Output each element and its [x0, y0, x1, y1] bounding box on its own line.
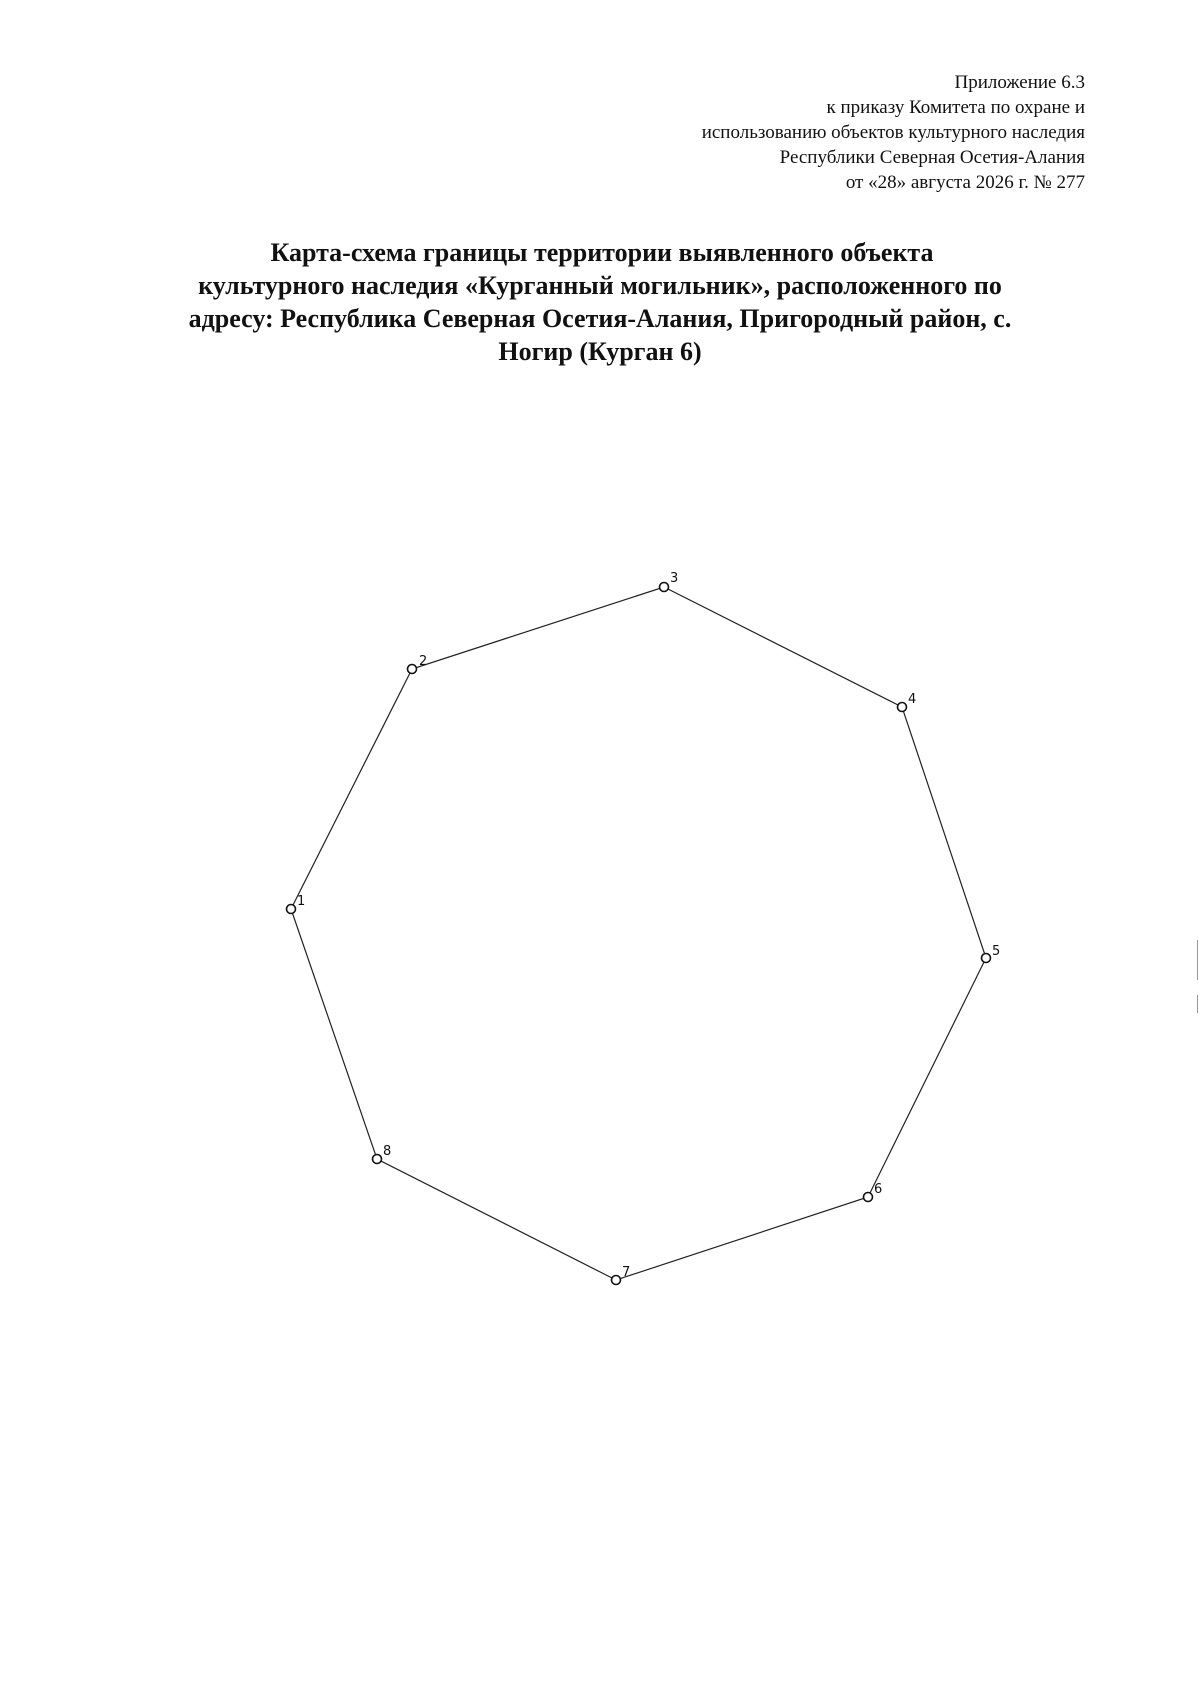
point-label: 7 — [622, 1265, 631, 1280]
boundary-point-4 — [898, 692, 917, 712]
point-marker — [612, 1276, 621, 1285]
point-marker — [898, 703, 907, 712]
boundary-point-6 — [864, 1182, 883, 1202]
appendix-republic-line: Республики Северная Осетия-Алания — [779, 147, 1085, 168]
boundary-point-5 — [982, 944, 1001, 963]
title-line: адресу: Республика Северная Осетия-Алания, Пригородный район, с. — [188, 304, 1012, 333]
point-marker — [287, 905, 296, 914]
boundary-point-1 — [287, 894, 306, 914]
point-marker — [408, 665, 417, 674]
appendix-committee-line: использованию объектов культурного наследия — [701, 122, 1085, 143]
point-label: 6 — [874, 1182, 883, 1197]
boundary-point-3 — [660, 571, 679, 592]
appendix-order-line: к приказу Комитета по охране и — [826, 97, 1085, 118]
point-marker — [660, 583, 669, 592]
point-label: 3 — [670, 571, 679, 586]
point-marker — [373, 1155, 382, 1164]
point-marker — [864, 1193, 873, 1202]
point-label: 1 — [297, 894, 306, 909]
appendix-date-line: от «28» августа 2026 г. № 277 — [845, 172, 1085, 193]
point-label: 2 — [419, 654, 428, 669]
title-line: Карта-схема границы территории выявленного объекта — [270, 238, 934, 267]
appendix-number: Приложение 6.3 — [954, 72, 1085, 93]
point-label: 8 — [383, 1144, 392, 1159]
point-marker — [982, 954, 991, 963]
scan-edge-mark — [1197, 940, 1198, 980]
point-label: 4 — [908, 692, 917, 707]
point-label: 5 — [992, 944, 1001, 959]
scan-edge-mark — [1197, 995, 1198, 1013]
title-line: Ногир (Курган 6) — [498, 337, 702, 366]
title-line: культурного наследия «Курганный могильник», расположенного по — [198, 271, 1002, 300]
boundary-point-2 — [408, 654, 428, 674]
territory-boundary — [291, 587, 986, 1280]
boundary-point-7 — [612, 1265, 631, 1285]
